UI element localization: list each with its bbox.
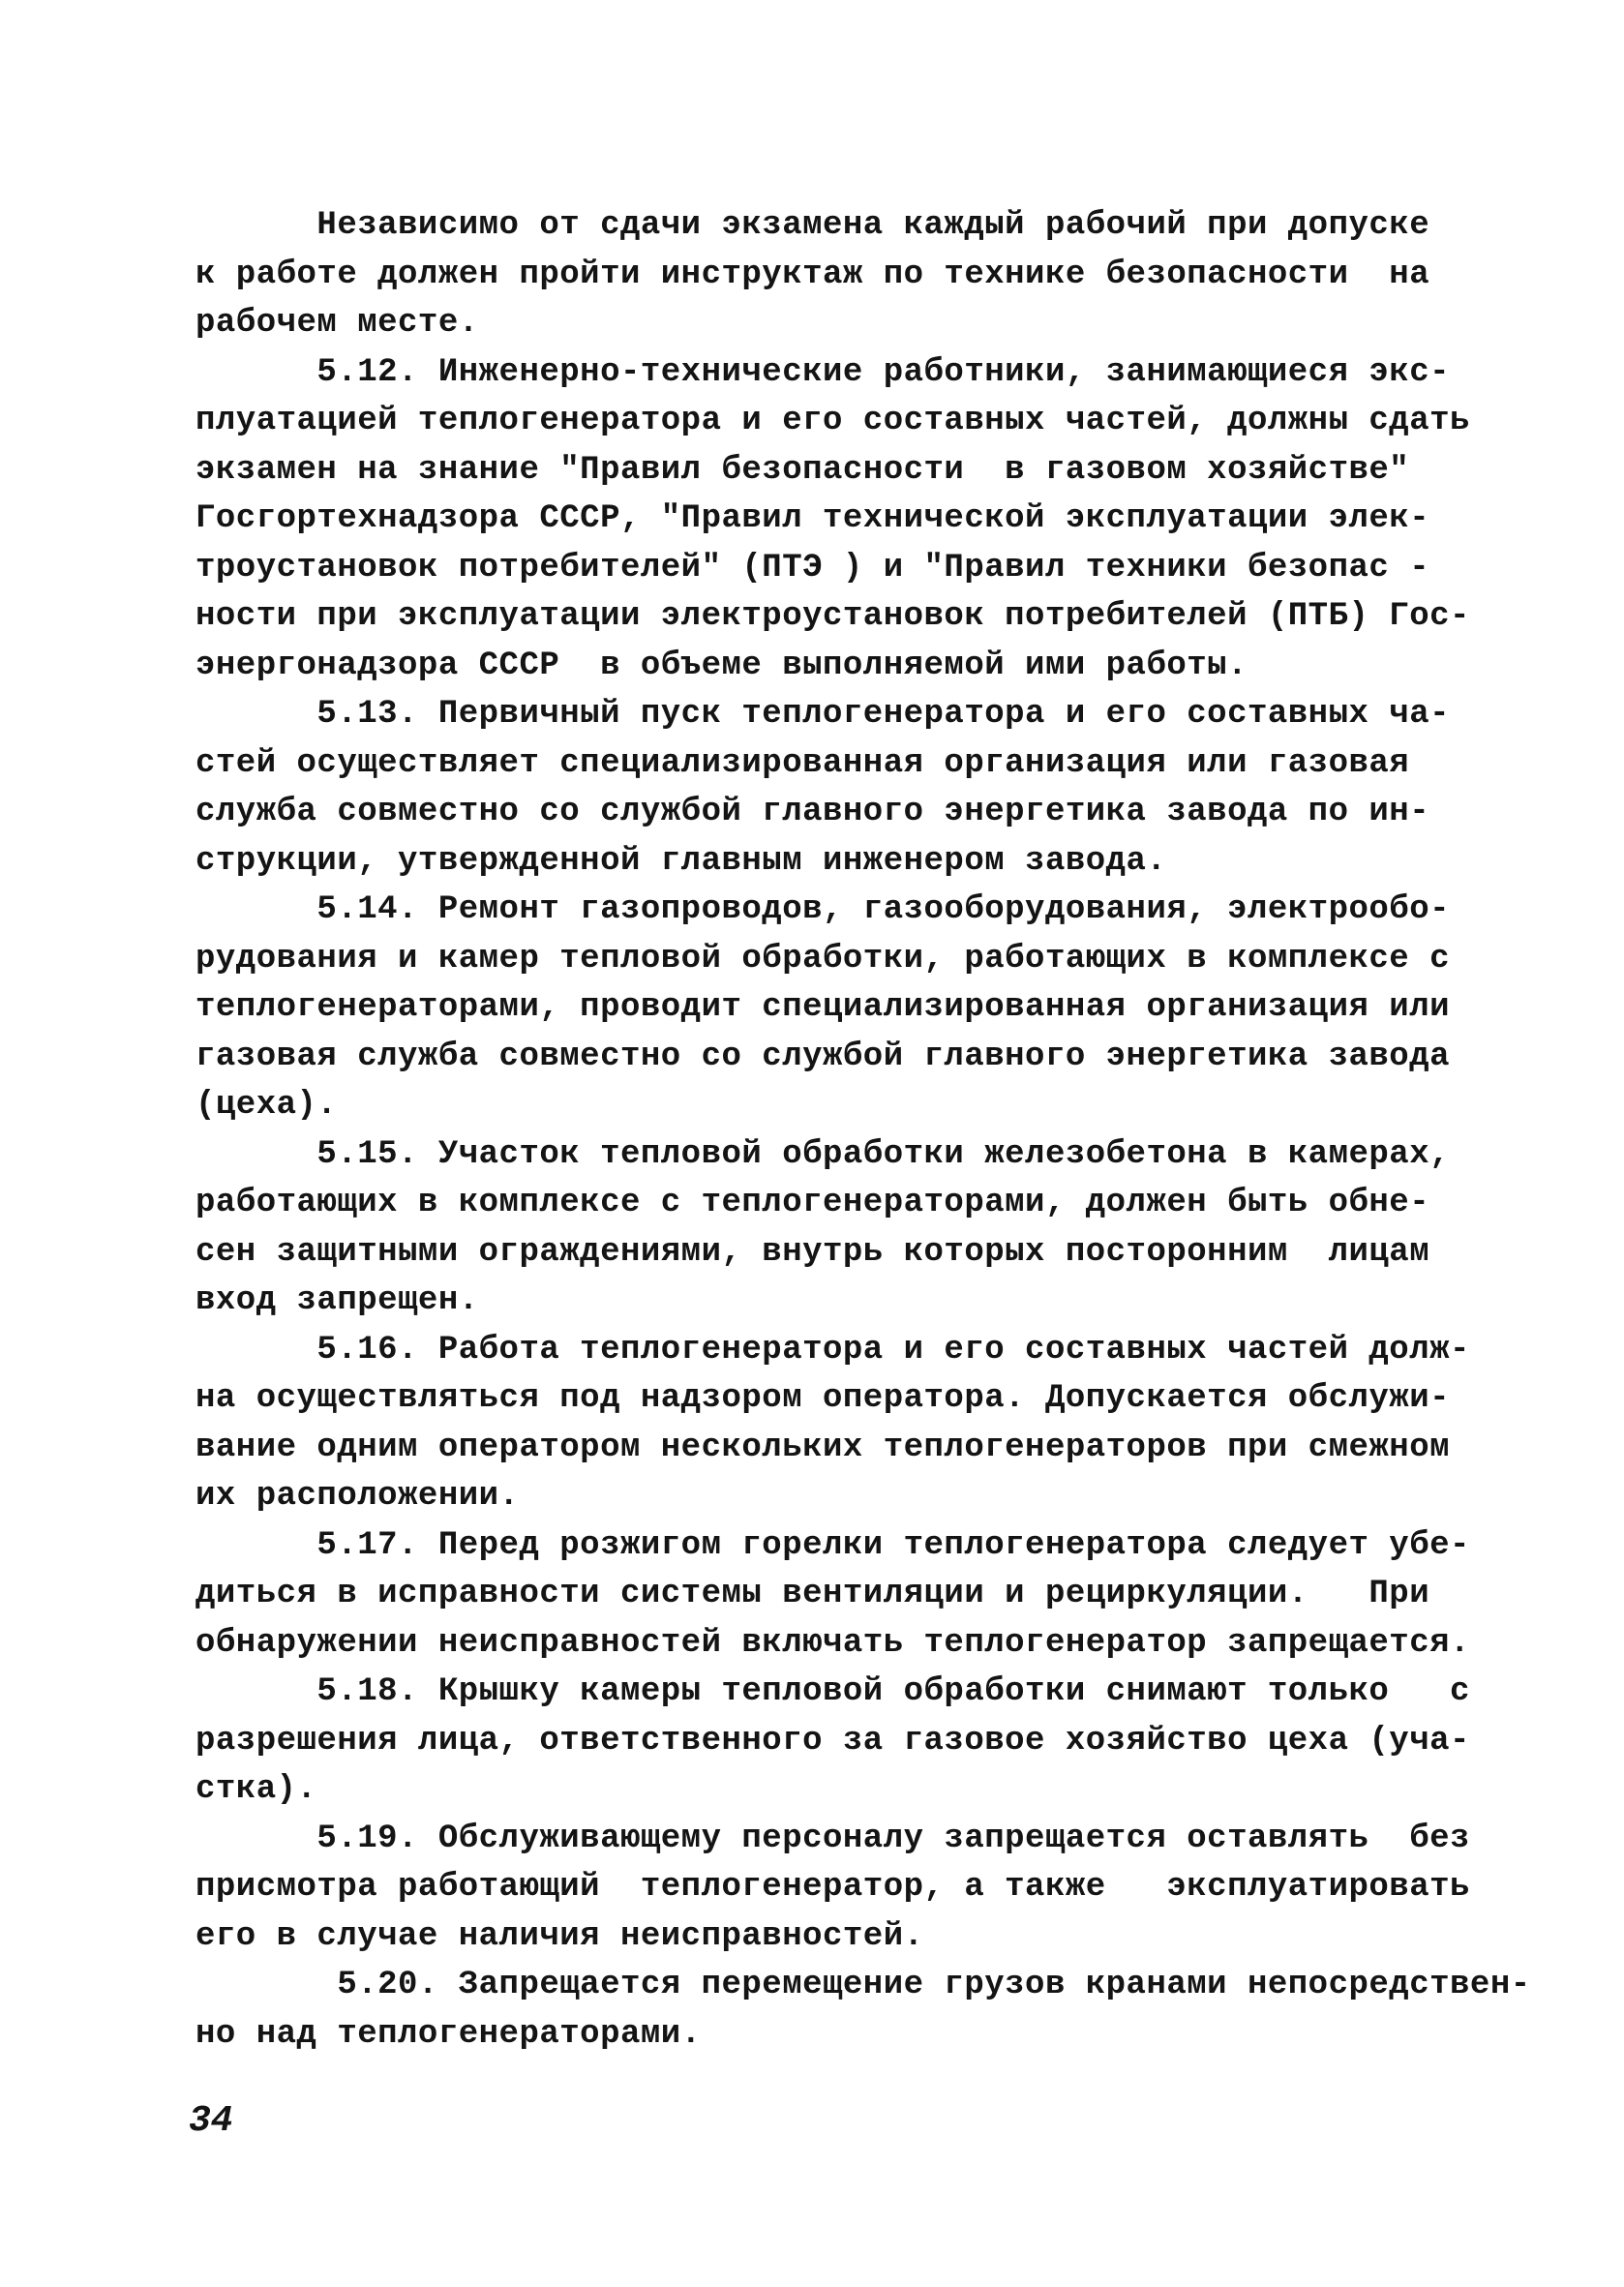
text-line: служба совместно со службой главного энергетика завода по ин- [195,794,1430,830]
text-line: работающих в комплексе с теплогенераторами, должен быть обне- [195,1185,1430,1221]
text-line: на осуществляться под надзором оператора. Допускается обслужи- [195,1380,1451,1417]
text-line: теплогенераторами, проводит специализированная организация или [195,989,1451,1026]
text-line: ности при эксплуатации электроустановок потребителей (ПТБ) Гос- [195,598,1470,635]
text-line: 5.18. Крышку камеры тепловой обработки снимают только с [195,1673,1470,1710]
text-line: 5.14. Ремонт газопроводов, газооборудования, электрообо- [195,891,1451,928]
text-line: стка). [195,1771,317,1808]
text-line: рабочем месте. [195,305,479,342]
text-line: плуатацией теплогенератора и его составных частей, должны сдать [195,403,1470,439]
text-line: струкции, утвержденной главным инженером завода. [195,842,1167,880]
text-line: энергонадзора СССР в объеме выполняемой ими работы. [195,647,1248,684]
text-line: 5.20. Запрещается перемещение грузов кранами непосредствен- [195,1967,1531,2003]
text-line: 5.13. Первичный пуск теплогенератора и его составных ча- [195,696,1451,733]
text-line: но над теплогенераторами. [195,2015,702,2053]
text-line: к работе должен пройти инструктаж по технике безопасности на [195,256,1430,293]
text-line: присмотра работающий теплогенератор, а также эксплуатировать [195,1869,1470,1906]
text-line: стей осуществляет специализированная организация или газовая [195,744,1410,782]
text-line: Независимо от сдачи экзамена каждый рабочий при допуске [195,207,1430,244]
text-line: Госгортехнадзора СССР, "Правил технической эксплуатации элек- [195,500,1430,537]
text-line: обнаружении неисправностей включать теплогенератор запрещается. [195,1624,1470,1662]
text-line: троустановок потребителей" (ПТЭ ) и "Правил техники безопас - [195,549,1430,587]
text-line: газовая служба совместно со службой главного энергетика завода [195,1038,1451,1075]
text-line: вход запрещен. [195,1282,479,1319]
text-line: 5.16. Работа теплогенератора и его составных частей долж- [195,1331,1470,1369]
text-line: 5.15. Участок тепловой обработки железобетона в камерах, [195,1135,1451,1173]
text-line: (цеха). [195,1087,338,1124]
text-line: разрешения лица, ответственного за газовое хозяйство цеха (уча- [195,1722,1470,1760]
text-line: 5.19. Обслуживающему персоналу запрещается оставлять без [195,1820,1470,1857]
body-text [195,201,1531,2059]
text-line: вание одним оператором нескольких теплогенераторов при смежном [195,1429,1451,1466]
text-line: 5.17. Перед розжигом горелки теплогенератора следует убе- [195,1526,1470,1564]
text-line: сен защитными ограждениями, внутрь которых посторонним лицам [195,1233,1430,1271]
page-number: 34 [189,2100,233,2142]
text-line: 5.12. Инженерно-технические работники, занимающиеся экс- [195,353,1451,391]
text-line: их расположении. [195,1478,520,1515]
text-line: его в случае наличия неисправностей. [195,1917,924,1955]
text-line: экзамен на знание "Правил безопасности в газовом хозяйстве" [195,451,1410,489]
text-line: рудования и камер тепловой обработки, работающих в комплексе с [195,940,1451,978]
text-line: диться в исправности системы вентиляции и рециркуляции. При [195,1576,1430,1612]
